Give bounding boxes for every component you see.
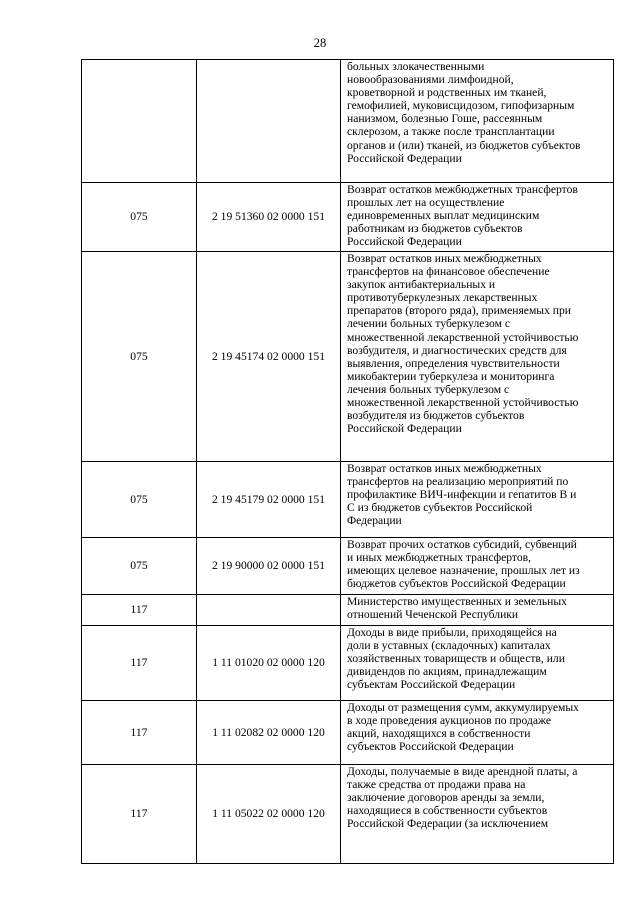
revenue-name-line: и иных межбюджетных трансфертов, [347, 551, 531, 565]
page-number: 28 [313, 36, 327, 50]
revenue-name-line: закупок антибактериальных и [347, 278, 496, 292]
revenue-name-line: Возврат остатков иных межбюджетных [347, 252, 542, 265]
revenue-name-line: возбудителя из бюджетов субъектов [347, 409, 525, 423]
revenue-name-line: субъектам Российской Федерации [347, 678, 516, 692]
admin-code-cell: 075 [82, 538, 197, 595]
revenue-name-line: органов и (или) тканей, из бюджетов субъектов [347, 138, 581, 152]
revenue-name-line: имеющих целевое назначение, прошлых лет из [347, 564, 580, 578]
revenue-name-line: заключение договоров аренды за земли, [347, 791, 545, 805]
revenue-name-line: склерозом, а также после трансплантации [347, 125, 555, 139]
revenue-name-line: Российской Федерации [347, 422, 462, 436]
revenue-name-line: кроветворной и родственных им тканей, [347, 86, 547, 100]
revenue-name-line: лечении больных туберкулезом с [347, 317, 510, 331]
revenue-name-line: хозяйственных товариществ и обществ, или [347, 652, 565, 666]
revenue-name-line: отношений Чеченской Республики [347, 608, 519, 622]
revenue-name-line: Российской Федерации [347, 235, 462, 249]
revenue-name-line: Российской Федерации (за исключением [347, 817, 549, 831]
revenue-name-line: дивидендов по акциям, принадлежащим [347, 665, 547, 679]
revenue-code-cell: 2 19 45174 02 0000 151 [197, 252, 341, 462]
revenue-name-line: гемофилией, муковисцидозом, гипофизарным [347, 99, 575, 113]
revenue-name-cell [341, 252, 614, 462]
revenue-name-line: нанизмом, болезнью Гоше, рассеянным [347, 112, 543, 126]
revenue-name-line: Возврат прочих остатков субсидий, субвенций [347, 538, 577, 551]
admin-code-cell: 075 [82, 462, 197, 538]
admin-code-cell: 117 [82, 701, 197, 765]
revenue-name-line: Доходы, получаемые в виде арендной платы, а [347, 765, 578, 778]
revenue-name-line: акций, находящихся в собственности [347, 727, 531, 741]
revenue-name-line: находящиеся в собственности субъектов [347, 804, 548, 818]
revenue-name-cell [341, 701, 614, 765]
revenue-name-cell [341, 765, 614, 864]
revenue-name-line: Российской Федерации [347, 151, 462, 165]
revenue-name-line: работникам из бюджетов субъектов [347, 222, 523, 236]
revenue-name-line: новообразованиями лимфоидной, [347, 73, 514, 87]
revenue-name-line: бюджетов субъектов Российской Федерации [347, 577, 566, 591]
revenue-name-line: Доходы в виде прибыли, приходящейся на [347, 626, 557, 639]
revenue-name-cell [341, 538, 614, 595]
revenue-name-line: лечения больных туберкулезом с [347, 382, 510, 396]
revenue-code-cell: 1 11 01020 02 0000 120 [197, 626, 341, 701]
revenue-name-line: противотуберкулезных лекарственных [347, 291, 538, 305]
revenue-name-line: Возврат остатков межбюджетных трансфертов [347, 183, 578, 196]
revenue-name-line: единовременных выплат медицинским [347, 209, 540, 223]
revenue-name-line: в ходе проведения аукционов по продаже [347, 714, 551, 728]
revenue-name-line: возбудителя, и диагностических средств для [347, 343, 567, 357]
revenue-name-cell [341, 595, 614, 626]
revenue-name-line: Доходы от размещения сумм, аккумулируемых [347, 701, 579, 714]
table-row [82, 252, 614, 462]
revenue-code-cell: 2 19 51360 02 0000 151 [197, 183, 341, 252]
revenue-name-line: больных злокачественными [347, 60, 485, 73]
revenue-code-cell [197, 60, 341, 183]
revenue-code-cell: 2 19 90000 02 0000 151 [197, 538, 341, 595]
revenue-name-cell [341, 60, 614, 183]
table-row [82, 538, 614, 595]
revenue-name-line: профилактике ВИЧ-инфекции и гепатитов В и [347, 488, 577, 502]
revenue-name-line: прошлых лет на осуществление [347, 196, 505, 210]
revenue-name-line: С из бюджетов субъектов Российской [347, 501, 533, 515]
revenue-code-cell: 1 11 05022 02 0000 120 [197, 765, 341, 864]
table-row [82, 462, 614, 538]
revenue-name-cell [341, 183, 614, 252]
admin-code-cell: 075 [82, 183, 197, 252]
table-row [82, 626, 614, 701]
revenue-code-cell: 1 11 02082 02 0000 120 [197, 701, 341, 765]
revenue-name-cell [341, 462, 614, 538]
revenue-name-cell [341, 626, 614, 701]
table-row [82, 183, 614, 252]
revenue-name-line: трансфертов на реализацию мероприятий по [347, 475, 569, 489]
revenue-name-line: микобактерии туберкулеза и мониторинга [347, 369, 555, 383]
revenue-name-line: субъектов Российской Федерации [347, 740, 514, 754]
revenue-name-line: выявления, определения чувствительности [347, 356, 560, 370]
revenue-name-line: препаратов (второго ряда), применяемых при [347, 304, 571, 318]
table-row [82, 701, 614, 765]
revenue-name-line: множественной лекарственной устойчивостью [347, 330, 579, 344]
revenue-code-cell: 2 19 45179 02 0000 151 [197, 462, 341, 538]
budget-codes-table [81, 59, 614, 864]
admin-code-cell: 117 [82, 595, 197, 626]
revenue-name-line: также средства от продажи права на [347, 778, 526, 792]
revenue-name-line: доли в уставных (складочных) капиталах [347, 639, 551, 653]
revenue-name-line: Возврат остатков иных межбюджетных [347, 462, 542, 475]
admin-code-cell: 117 [82, 765, 197, 864]
admin-code-cell: 117 [82, 626, 197, 701]
revenue-name-line: трансфертов на финансовое обеспечение [347, 265, 550, 279]
revenue-name-line: Федерации [347, 514, 402, 528]
table-row [82, 60, 614, 183]
revenue-code-cell [197, 595, 341, 626]
revenue-name-line: Министерство имущественных и земельных [347, 595, 567, 608]
table-row [82, 765, 614, 864]
admin-code-cell: 075 [82, 252, 197, 462]
admin-code-cell [82, 60, 197, 183]
table-row [82, 595, 614, 626]
revenue-name-line: множественной лекарственной устойчивостью [347, 396, 579, 410]
